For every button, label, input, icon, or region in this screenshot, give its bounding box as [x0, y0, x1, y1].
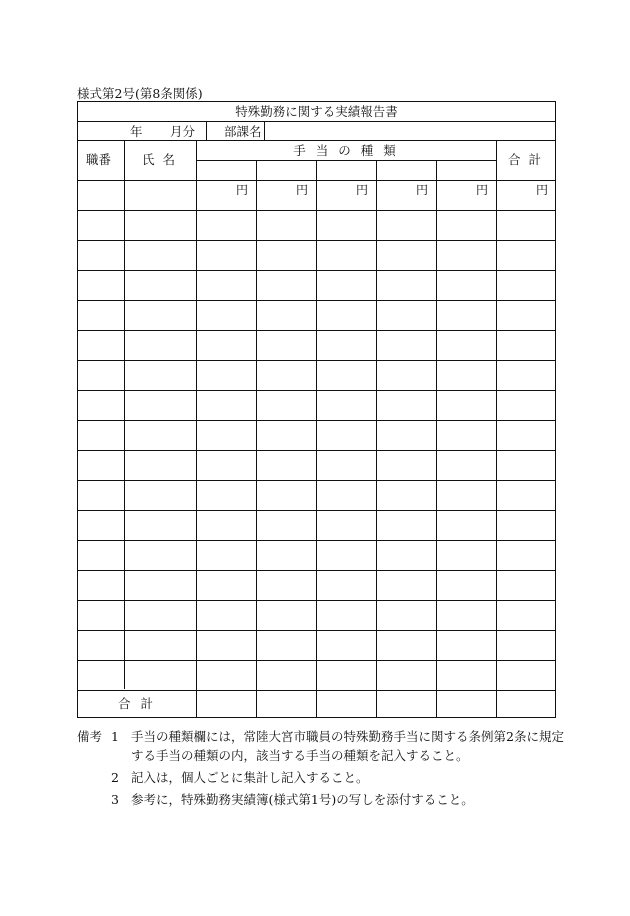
yen-unit-mark: 円 [296, 183, 309, 197]
department-label: 部課名 [224, 124, 262, 139]
table-rule [196, 160, 496, 161]
table-rule [78, 121, 555, 122]
table-rule [436, 160, 437, 717]
note-text: 手当の種類欄には，常陸大宮市職員の特殊勤務手当に関する条例第2条に規定する手当の種類の内，該当する手当の種類を記入すること。 [131, 729, 564, 763]
note-item [77, 768, 567, 787]
note-text: 参考に，特殊勤務実績簿(様式第1号)の写しを添付すること。 [131, 792, 474, 807]
report-form-table [77, 101, 556, 718]
table-rule [496, 140, 497, 717]
yen-unit-mark: 円 [536, 183, 549, 197]
notes-section [77, 727, 567, 809]
table-rule [264, 121, 265, 140]
note-number: 2 [111, 770, 119, 785]
table-rule [206, 121, 207, 140]
note-text: 記入は，個人ごとに集計し記入すること。 [131, 770, 369, 785]
note-number: 1 [111, 729, 119, 744]
table-rule [316, 160, 317, 717]
name-header: 氏 名 [142, 152, 177, 167]
table-rule [196, 140, 197, 717]
form-title: 特殊勤務に関する実績報告書 [235, 104, 398, 119]
table-rule [78, 140, 555, 141]
yen-unit-mark: 円 [416, 183, 429, 197]
total-header: 合 計 [508, 152, 543, 167]
notes-heading: 備考 [77, 729, 103, 744]
form-number-label: 様式第2号(第8条関係) [77, 86, 203, 101]
note-number: 3 [111, 792, 119, 807]
allowance-types-header: 手 当 の 種 類 [293, 143, 399, 158]
total-row-label: 合 計 [118, 696, 156, 711]
table-rule [256, 160, 257, 717]
table-rule [376, 160, 377, 717]
yen-unit-mark: 円 [356, 183, 369, 197]
year-label: 年 [130, 124, 143, 139]
note-item [77, 727, 567, 765]
yen-unit-mark: 円 [476, 183, 489, 197]
post-number-header: 職番 [86, 152, 112, 167]
yen-unit-mark: 円 [236, 183, 249, 197]
note-item [77, 790, 567, 809]
month-label: 月分 [170, 124, 196, 139]
table-rule [124, 140, 125, 689]
